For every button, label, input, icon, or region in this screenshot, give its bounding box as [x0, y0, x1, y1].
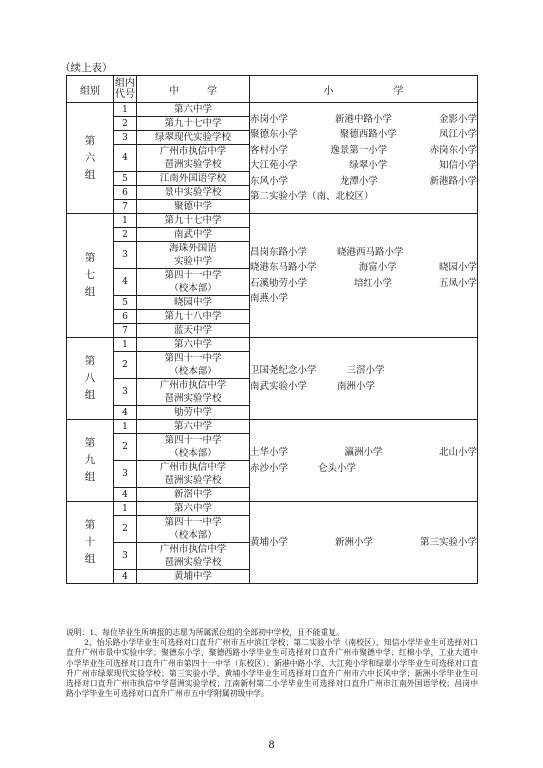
primary-school-cell: [250, 420, 478, 502]
middle-school-name: 景中实验学校: [164, 187, 222, 198]
row-code: 2: [114, 434, 137, 461]
middle-school-cell: [137, 516, 250, 543]
middle-school-name: 琶洲实验学校: [164, 475, 222, 486]
row-code: 4: [114, 406, 137, 420]
row-code: 7: [114, 324, 137, 338]
group-name: 第 六 组: [67, 103, 114, 214]
table-row: [67, 103, 478, 117]
primary-school-line: [250, 291, 477, 307]
primary-school-name: 聚德西路小学: [339, 129, 397, 140]
middle-school-cell: [137, 324, 250, 338]
primary-school-name: 大江苑小学: [250, 160, 298, 171]
primary-school-name: 凤江小学: [438, 129, 477, 140]
middle-school-name: 第六中学: [173, 339, 212, 350]
primary-school-name: 北山小学: [438, 447, 477, 458]
row-code: 3: [114, 131, 137, 145]
primary-school-name: 海富小学: [358, 262, 397, 273]
middle-school-name: 第九十七中学: [164, 215, 222, 226]
middle-school-cell: [137, 296, 250, 310]
table-row: [67, 338, 478, 352]
middle-school-name: 琶洲实验学校: [164, 557, 222, 568]
primary-school-name: 三滘小学: [346, 365, 385, 376]
primary-school-line: [250, 158, 477, 174]
middle-school-cell: [137, 228, 250, 242]
middle-school-name: 第六中学: [173, 503, 212, 514]
primary-school-name: 赤岗东小学: [429, 144, 477, 156]
primary-school-name: 逸景第一小学: [330, 144, 388, 156]
row-code: 7: [114, 200, 137, 214]
primary-school-cell: [250, 338, 478, 420]
primary-school-line: [250, 112, 477, 128]
row-code: 5: [114, 296, 137, 310]
primary-school-line: [250, 379, 477, 395]
primary-school-name: 晓港西马路小学: [337, 246, 404, 258]
middle-school-cell: [137, 172, 250, 186]
row-code: 3: [114, 379, 137, 406]
middle-school-cell: [137, 242, 250, 269]
middle-school-name: 海珠外国语: [169, 243, 217, 254]
row-code: 4: [114, 145, 137, 172]
middle-school-name: 琶洲实验学校: [164, 159, 222, 170]
row-code: 4: [114, 488, 137, 502]
row-code: 5: [114, 172, 137, 186]
primary-school-name: 新港中路小学: [334, 113, 392, 125]
middle-school-name: 第六中学: [173, 421, 212, 432]
primary-school-name: 昌岗东路小学: [250, 246, 308, 258]
note-line: 2、怡乐路小学毕业生可选择对口直升广州市五中滨江学校；第二实验小学（南校区）、知信小学毕业生可选择对口直升广州市景中实验中学；聚德东小学、聚德西路小学毕业生可选择对口直升广州市聚德中学；红棉小学，工业大道中小学毕业生可选择对口直升广州市第四十一中学（东校区）；新港中路小学、大江苑小学和绿翠小学毕业生可选择对口直升广州市绿翠现代实验学校；第三实验小学、黄埔小学毕业生可选择对口直升广州市六中长风中学；新洲小学毕业生可选择对口直升广州市执信中学琶洲实验学校；江南新村第二小学毕业生可选择对口直升广州市江南外国语学校；昌岗中路小学毕业生可选择对口直升广州市五中学附属初级中学。: [66, 638, 478, 699]
middle-school-name: 蓝天中学: [173, 325, 212, 336]
primary-school-name: 客村小学: [250, 144, 289, 156]
row-code: 1: [114, 420, 137, 434]
row-code: 3: [114, 461, 137, 488]
middle-school-name: 新滘中学: [173, 489, 212, 500]
header-code: 组内代号: [114, 76, 137, 103]
notes: [66, 628, 478, 699]
row-code: 3: [114, 543, 137, 570]
primary-school-name: 土华小学: [250, 447, 289, 458]
middle-school-name: 广州市执信中学: [159, 146, 227, 157]
middle-school-name: 第六中学: [173, 104, 212, 115]
middle-school-name: （校本部）: [169, 530, 217, 541]
row-code: 2: [114, 117, 137, 131]
middle-school-name: 广州市执信中学: [159, 380, 227, 391]
middle-school-name: 晓园中学: [173, 297, 212, 308]
middle-school-cell: [137, 420, 250, 434]
middle-school-name: 绿翠现代实验学校: [154, 132, 231, 143]
middle-school-name: 实验中学: [173, 256, 212, 267]
row-code: 3: [114, 242, 137, 269]
primary-school-name: 新洲小学: [334, 536, 373, 548]
middle-school-name: 广州市执信中学: [159, 462, 227, 473]
table-row: [67, 420, 478, 434]
row-code: 1: [114, 502, 137, 516]
primary-school-name: 仑头小学: [318, 462, 357, 474]
middle-school-name: 南武中学: [173, 229, 212, 240]
header-middle: 中学: [137, 76, 250, 103]
primary-school-name: 南洲小学: [337, 380, 376, 392]
primary-school-name: 晓港东马路小学: [250, 262, 317, 273]
header-group: 组别: [67, 76, 114, 103]
middle-school-cell: [137, 352, 250, 379]
primary-school-line: [250, 174, 477, 190]
primary-school-line: [250, 260, 477, 276]
primary-school-line: [250, 276, 477, 292]
primary-school-name: 东风小学: [250, 175, 289, 187]
row-code: 6: [114, 310, 137, 324]
group-name: 第 七 组: [67, 214, 114, 338]
primary-school-line: [250, 535, 477, 551]
middle-school-cell: [137, 200, 250, 214]
primary-school-name: 石溪劬劳小学: [250, 277, 308, 289]
middle-school-name: 聚德中学: [173, 201, 212, 212]
middle-school-cell: [137, 186, 250, 200]
primary-school-name: 聚德东小学: [250, 129, 298, 140]
primary-school-line: [250, 143, 477, 159]
middle-school-name: 广州市执信中学: [159, 544, 227, 555]
row-code: 2: [114, 352, 137, 379]
primary-school-line: [250, 445, 477, 461]
table-header-row: [67, 76, 478, 103]
primary-school-name: 南武实验小学: [250, 380, 308, 392]
primary-school-name: 赤沙小学: [250, 462, 289, 474]
middle-school-cell: [137, 488, 250, 502]
table-row: [67, 502, 478, 516]
row-code: 6: [114, 186, 137, 200]
middle-school-cell: [137, 131, 250, 145]
middle-school-cell: [137, 214, 250, 228]
group-name: 第 十 组: [67, 502, 114, 584]
row-code: 2: [114, 228, 137, 242]
middle-school-cell: [137, 379, 250, 406]
primary-school-name: 培红小学: [353, 277, 392, 289]
allocation-table: [66, 75, 478, 584]
middle-school-name: （校本部）: [169, 283, 217, 294]
primary-school-line: [250, 461, 477, 477]
primary-school-name: 黄埔小学: [250, 536, 289, 548]
middle-school-name: （校本部）: [169, 366, 217, 377]
primary-school-line: [250, 189, 477, 205]
primary-school-name: 南燕小学: [250, 293, 289, 304]
primary-school-cell: [250, 103, 478, 214]
middle-school-name: 琶洲实验学校: [164, 393, 222, 404]
middle-school-cell: [137, 103, 250, 117]
primary-school-name: 瀛洲小学: [344, 447, 383, 458]
middle-school-cell: [137, 117, 250, 131]
primary-school-line: [250, 363, 477, 379]
row-code: 4: [114, 269, 137, 296]
primary-school-cell: [250, 214, 478, 338]
middle-school-name: 第九十八中学: [164, 311, 222, 322]
primary-school-name: 绿翠小学: [349, 160, 388, 171]
middle-school-name: 江南外国语学校: [159, 173, 227, 184]
primary-school-name: 五凤小学: [438, 277, 477, 289]
primary-school-line: [250, 127, 477, 143]
header-primary: 小学: [250, 76, 478, 103]
primary-school-name: 卫国尧纪念小学: [250, 365, 317, 376]
row-code: 2: [114, 516, 137, 543]
middle-school-name: 第九十七中学: [164, 118, 222, 129]
table-row: [67, 214, 478, 228]
middle-school-cell: [137, 406, 250, 420]
primary-school-line: [250, 245, 477, 261]
middle-school-cell: [137, 502, 250, 516]
page-number: 8: [268, 740, 275, 751]
continued-label: （续上表）: [60, 62, 113, 74]
row-code: 4: [114, 570, 137, 584]
primary-school-name: 金影小学: [438, 113, 477, 125]
primary-school-name: 晓园小学: [438, 262, 477, 273]
middle-school-cell: [137, 269, 250, 296]
primary-school-name: 知信小学: [438, 160, 477, 171]
middle-school-cell: [137, 570, 250, 584]
row-code: 1: [114, 103, 137, 117]
primary-school-name: 第三实验小学: [419, 536, 477, 548]
group-name: 第 九 组: [67, 420, 114, 502]
row-code: 1: [114, 214, 137, 228]
middle-school-cell: [137, 338, 250, 352]
row-code: 1: [114, 338, 137, 352]
middle-school-name: 黄埔中学: [173, 571, 212, 582]
primary-school-cell: [250, 502, 478, 584]
middle-school-cell: [137, 145, 250, 172]
middle-school-name: 劬劳中学: [173, 407, 212, 418]
middle-school-cell: [137, 461, 250, 488]
group-name: 第 八 组: [67, 338, 114, 420]
middle-school-name: 第四十一中学: [164, 517, 222, 528]
middle-school-name: （校本部）: [169, 448, 217, 459]
middle-school-cell: [137, 543, 250, 570]
middle-school-name: 第四十一中学: [164, 270, 222, 281]
primary-school-name: 龙潭小学: [339, 175, 378, 187]
note-line: 说明：1、每位毕业生所填报的志愿为所属派位组的全部初中学校，且不能重复。: [66, 628, 344, 637]
primary-school-name: 赤岗小学: [250, 113, 289, 125]
middle-school-name: 第四十一中学: [164, 435, 222, 446]
middle-school-cell: [137, 434, 250, 461]
primary-school-name: 第二实验小学（南、北校区）: [250, 191, 374, 202]
middle-school-cell: [137, 310, 250, 324]
middle-school-name: 第四十一中学: [164, 353, 222, 364]
primary-school-name: 新港路小学: [429, 175, 477, 187]
